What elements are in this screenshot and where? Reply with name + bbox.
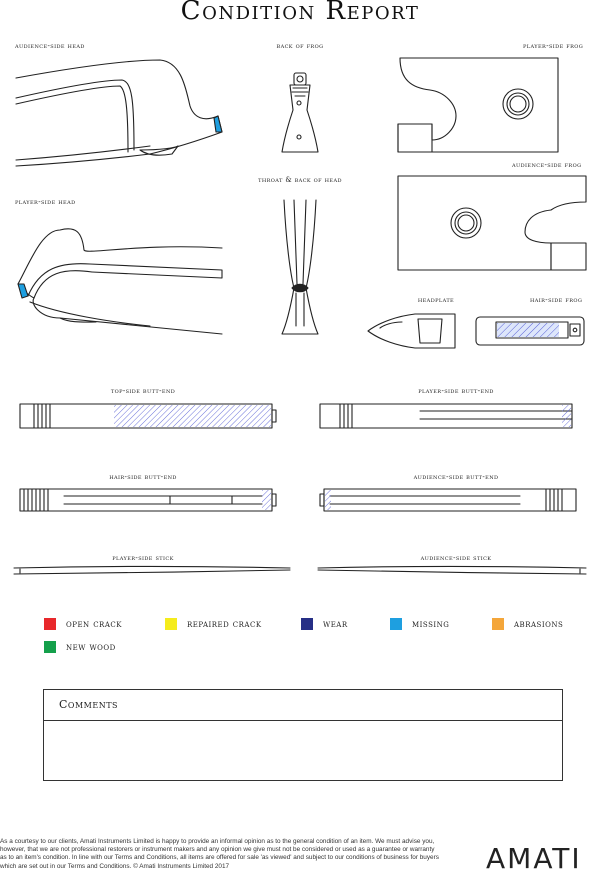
label-player-side-butt-end: player-side butt-end [418,387,494,395]
diagram-player-side-frog [398,58,558,152]
diagram-player-side-stick [14,567,290,575]
label-audience-side-butt-end: audience-side butt-end [413,473,499,481]
label-audience-side-frog: audience-side frog [512,161,582,169]
swatch-open-crack [44,618,56,630]
label-hair-side-butt-end: hair-side butt-end [109,473,177,481]
label-player-side-stick: player-side stick [112,554,174,562]
legend-item-missing: missing [390,618,449,630]
diagram-player-side-butt-end [320,404,572,428]
label-hair-side-frog: hair-side frog [530,296,583,304]
disclaimer-text: As a courtesy to our clients, Amati Instruments Limited is happy to provide an informal opinion as to the general condition of an item. We must advise you, however, that we are not professional restorers or instrument makers and any opinion we give must not be considered or used as a guarantee or warranty as to an item's condition. In line with our Terms and Conditions, all items are offered for sale 'as viewed' and subject to our conditions of business for buyers which are set out in our Terms and Conditions. © Amati Instruments Limited 2017 [0,838,439,870]
label-throat-back-of-head: throat & back of head [258,176,342,184]
label-audience-side-head: audience-side head [15,42,85,50]
diagram-player-side-head [18,229,222,334]
diagram-audience-side-head [16,60,222,166]
diagram-hair-side-frog [476,317,584,345]
swatch-new-wood [44,641,56,653]
diagram-hair-side-butt-end [20,489,276,511]
label-back-of-frog: back of frog [276,42,324,50]
legend-item-new-wood: new wood [44,641,116,653]
swatch-repaired-crack [165,618,177,630]
page-title: Condition Report [180,0,420,26]
label-player-side-head: player-side head [15,198,76,206]
diagram-throat-back-of-head [282,200,318,334]
legend-item-open-crack: open crack [44,618,122,630]
label-top-side-butt-end: top-side butt-end [110,387,176,395]
diagram-audience-side-stick [318,567,586,575]
label-audience-side-stick: audience-side stick [420,554,492,562]
diagram-audience-side-butt-end [320,489,576,511]
label-headplate: headplate [417,296,455,304]
legend-item-repaired-crack: repaired crack [165,618,262,630]
diagram-back-of-frog [282,73,318,152]
legend-item-wear: wear [301,618,348,630]
comments-heading: Comments [44,690,562,721]
diagram-audience-side-frog [398,176,586,270]
comments-box[interactable] [43,689,563,781]
legend-item-abrasions: abrasions [492,618,563,630]
diagram-headplate [368,314,455,348]
swatch-wear [301,618,313,630]
diagram-top-side-butt-end [20,404,276,428]
label-player-side-frog: player-side frog [523,42,584,50]
swatch-abrasions [492,618,504,630]
swatch-missing [390,618,402,630]
amati-logo: AMATI [486,842,582,875]
